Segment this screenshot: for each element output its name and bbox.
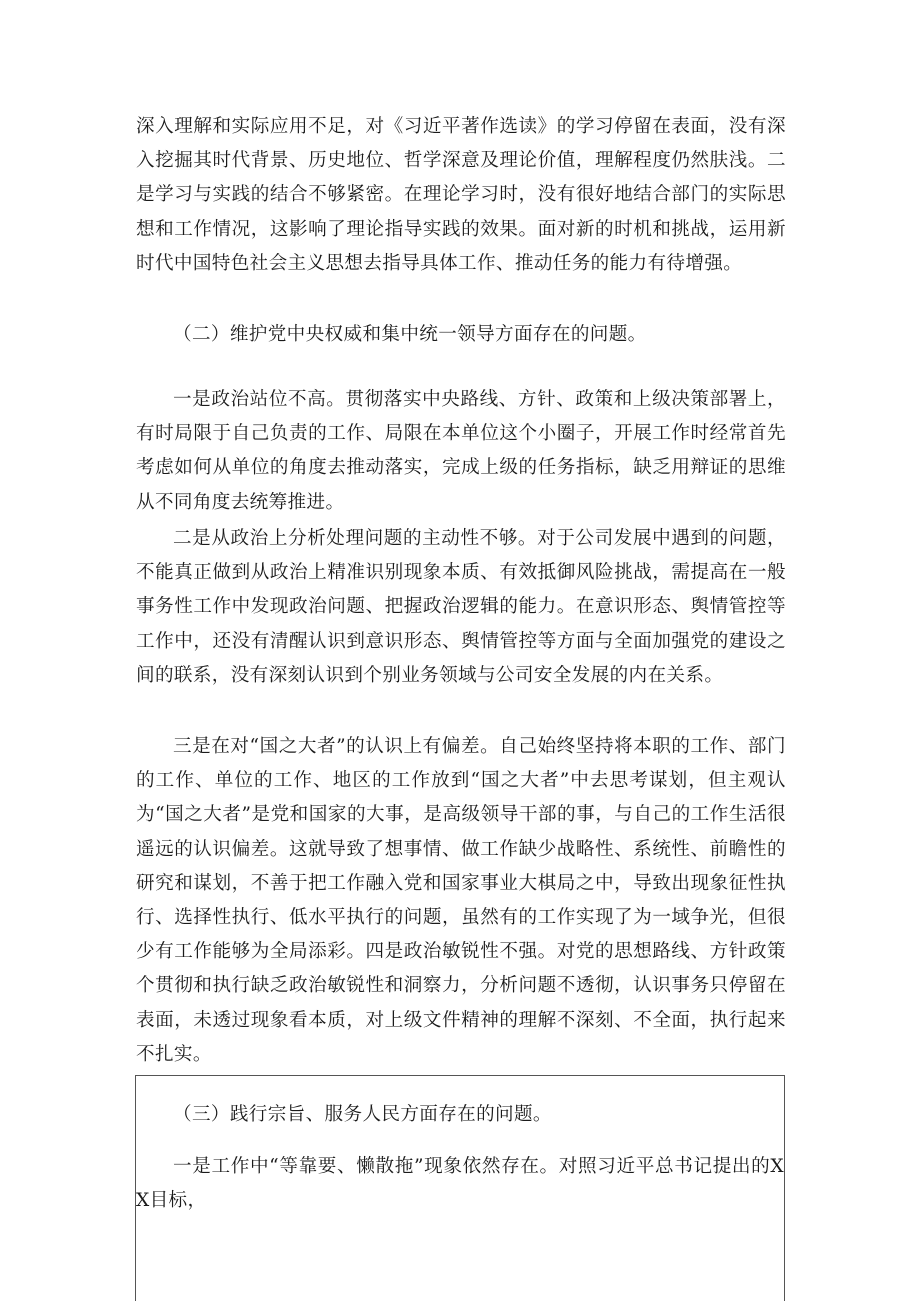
section-3-frame bbox=[135, 1075, 785, 1301]
section-heading-3: （三）践行宗旨、服务人民方面存在的问题。 bbox=[173, 1104, 552, 1125]
paragraph-work-attitude: 一是工作中“等靠要、懒散拖”现象依然存在。对照习近平总书记提出的XX目标， bbox=[136, 1156, 784, 1212]
paragraph-national-priorities: 三是在对“国之大者”的认识上有偏差。自己始终坚持将本职的工作、部门的工作、单位的工作、地区的工作放到“国之大者”中去思考谋划，但主观认为“国之大者”是党和国家的大事，是高级领导干部的事，与自己的工作生活很遥远的认识偏差。这就导致了想事情、做工作缺少战略性、系统性、前瞻性的研究和谋划，不善于把工作融入党和国家事业大棋局之中，导致出现象征性执行、选择性执行、低水平执行的问题，虽然有的工作实现了为一域争光，但很少有工作能够为全局添彩。四是政治敏锐性不强。对党的思想路线、方针政策个贯彻和执行缺乏政治敏锐性和洞察力，分析问题不透彻，认识事务只停留在表面，未透过现象看本质，对上级文件精神的理解不深刻、不全面，执行起来不扎实。 bbox=[136, 736, 786, 1065]
paragraph-political-stance: 一是政治站位不高。贯彻落实中央路线、方针、政策和上级决策部署上，有时局限于自己负责的工作、局限在本单位这个小圈子，开展工作时经常首先考虑如何从单位的角度去推动落实，完成上级的任务指标，缺乏用辩证的思维从不同角度去统筹推进。 bbox=[136, 389, 786, 513]
section-heading-2: （二）维护党中央权威和集中统一领导方面存在的问题。 bbox=[173, 324, 647, 345]
paragraph-political-initiative: 二是从政治上分析处理问题的主动性不够。对于公司发展中遇到的问题，不能真正做到从政治上精准识别现象本质、有效抵御风险挑战，需提高在一般事务性工作中发现政治问题、把握政治逻辑的能力。在意识形态、舆情管控等工作中，还没有清醒认识到意识形态、舆情管控等方面与全面加强党的建设之间的联系，没有深刻认识到个别业务领域与公司安全发展的内在关系。 bbox=[136, 528, 786, 686]
paragraph-study-shortcomings: 深入理解和实际应用不足，对《习近平著作选读》的学习停留在表面，没有深入挖掘其时代背景、历史地位、哲学深意及理论价值，理解程度仍然肤浅。二是学习与实践的结合不够紧密。在理论学习时，没有很好地结合部门的实际思想和工作情况，这影响了理论指导实践的效果。面对新的时机和挑战，运用新时代中国特色社会主义思想去指导具体工作、推动任务的能力有待增强。 bbox=[136, 116, 786, 274]
